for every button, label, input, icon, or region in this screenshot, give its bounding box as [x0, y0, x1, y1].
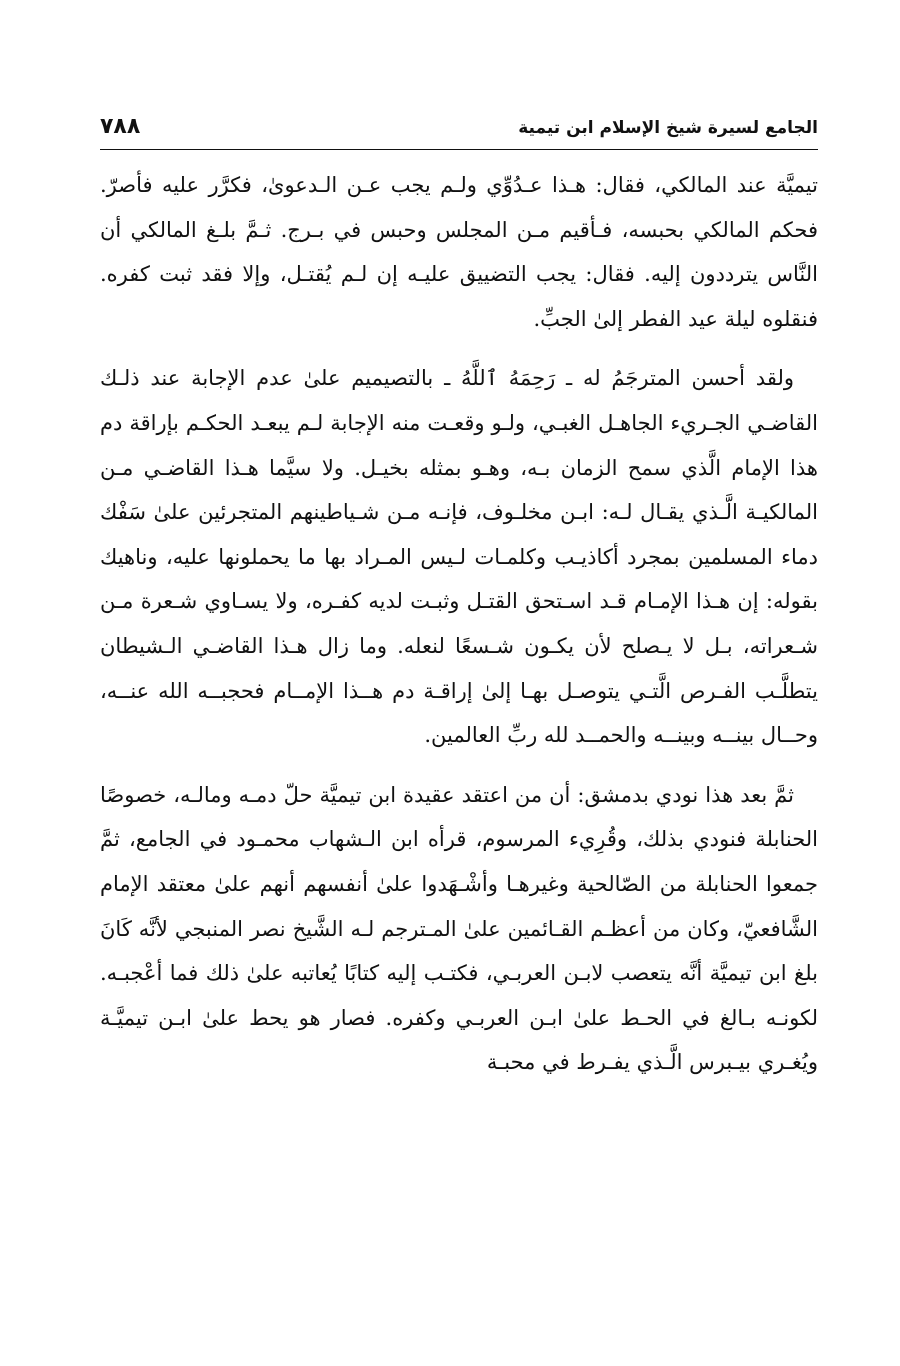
paragraph-3: ثمَّ بعد هذا نودي بدمشق: أن من اعتقد عقيدة ابن تيميَّة حلّ دمـه ومالـه، خصوصًا الحنابلة فنودي بذلك، وقُرِيء المرسوم، قرأه ابن الـشهاب محمـود في الجامع، ثمَّ جمعوا الحنابلة من الصّالحية وغيرهـا وأشْـهَدوا علىٰ أنفسهم أنهم علىٰ معتقد الإمام الشَّافعيّ، وكان من أعظـم القـائمين علىٰ المـترجم لـه الشَّيخ نصر المنبجي لأنَّه كَانَ بلغ ابن تيميَّة أنَّه يتعصب لابـن العربـي، فكتـب إليه كتابًا يُعاتبه علىٰ ذلك فما أعْجبـه. لكونـه بـالغ في الحـط علىٰ ابـن العربـي وكفره. فصار هو يحط علىٰ ابـن تيميَّـة ويُغـري بيـبرس الَّـذي يفـرط في محبـة — [100, 782, 818, 1075]
header-divider — [100, 149, 818, 150]
body-text — [100, 163, 818, 1100]
paragraph-2: ولقد أحسن المترجَمُ له ـ رَحِمَهُ ٱللَّهُ ـ بالتصيميم علىٰ عدم الإجابة عند ذلـك القاضـي الجـريء الجاهـل الغبـي، ولـو وقعـت منه الإجابة لـم يبعـد الحكـم بإراقة دم هذا الإمام الَّذي سمح الزمان بـه، وهـو بمثله بخيـل. ولا سيَّما هـذا القاضـي مـن المالكيـة الَّـذي يقـال لـه: ابـن مخلـوف، فإنـه مـن شـياطينهم المتجرئين علىٰ سَفْك دماء المسلمين بمجرد أكاذيـب وكلمـات لـيس المـراد بها ما يحملونها عليه، وناهيك بقوله: إن هـذا الإمـام قـد اسـتحق القتـل وثبـت لديه كفـره، ولا يسـاوي شـعرة مـن شـعراته، بـل لا يـصلح لأن يكـون شـسعًا لنعله. وما زال هـذا القاضـي الـشيطان يتطلَّـب الفـرص الَّتـي يتوصـل بهـا إلىٰ إراقـة دم هــذا الإمــام فحجبــه الله عنــه، وحــال بينــه وبينــه والحمــد لله ربِّ العالمين. — [100, 366, 818, 748]
running-header — [100, 110, 818, 150]
page-number: ٧٨٨ — [100, 114, 141, 139]
paragraph-1: تيميَّة عند المالكي، فقال: هـذا عـدُوِّي ولـم يجب عـن الـدعوىٰ، فكرَّر عليه فأصرّ. فحكم المالكي بحبسه، فـأقيم مـن المجلس وحبس في بـرج. ثـمَّ بلـغ المالكي أن النَّاس يترددون إليه. فقال: يجب التضييق عليـه إن لـم يُقتـل، وإلا فقد ثبت كفره. فنقلوه ليلة عيد الفطر إلىٰ الجبِّ. — [100, 173, 818, 331]
book-title: الجامع لسيرة شيخ الإسلام ابن تيمية — [518, 118, 818, 138]
